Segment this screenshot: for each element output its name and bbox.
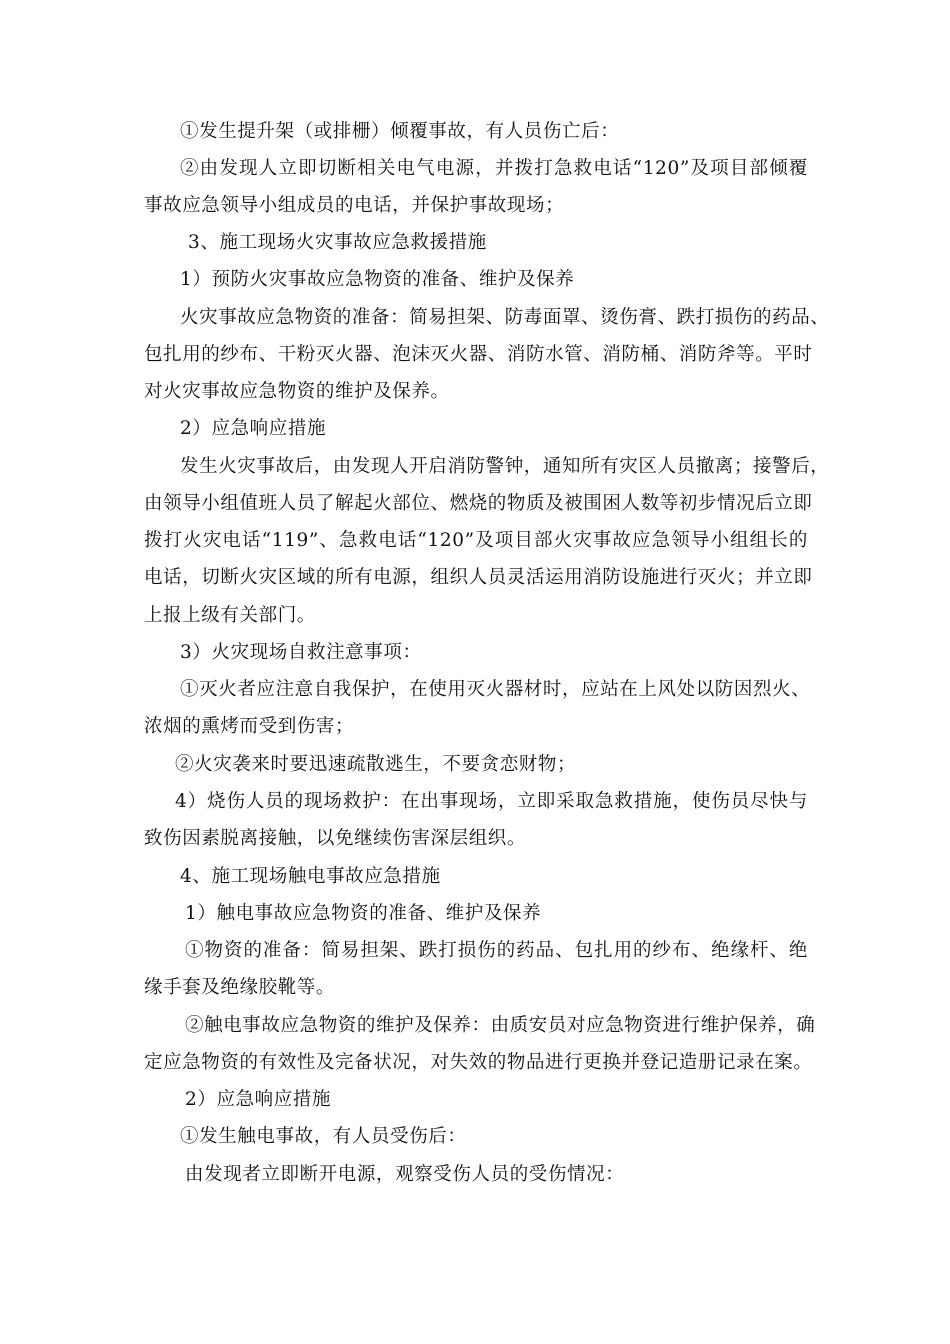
paragraph-line: 上报上级有关部门。 <box>144 605 316 626</box>
subsection-heading: 1）触电事故应急物资的准备、维护及保养 <box>185 903 542 924</box>
paragraph-line: ①灭火者应注意自我保护，在使用灭火器材时，应站在上风处以防因烈火、 <box>180 679 811 700</box>
paragraph-line: 定应急物资的有效性及完备状况，对失效的物品进行更换并登记造册记录在案。 <box>144 1052 813 1073</box>
paragraph-line: ②由发现人立即切断相关电气电源，并拨打急救电话“120”及项目部倾覆 <box>180 158 808 179</box>
paragraph-line: 拨打火灾电话“119”、急救电话“120”及项目部火灾事故应急领导小组组长的 <box>144 530 808 551</box>
section-heading: 4、施工现场触电事故应急措施 <box>180 866 441 887</box>
paragraph-line: 电话，切断火灾区域的所有电源，组织人员灵活运用消防设施进行灭火；并立即 <box>144 567 813 588</box>
paragraph-line: 致伤因素脱离接触，以免继续伤害深层组织。 <box>144 828 527 849</box>
paragraph-line: 包扎用的纱布、干粉灭火器、泡沫灭火器、消防水管、消防桶、消防斧等。平时 <box>144 344 813 365</box>
paragraph-line: ①发生提升架（或排栅）倾覆事故，有人员伤亡后： <box>180 121 620 142</box>
paragraph-line: 4）烧伤人员的现场救护：在出事现场，立即采取急救措施，使伤员尽快与 <box>175 791 808 812</box>
paragraph-line: ①发生触电事故，有人员受伤后： <box>180 1126 467 1147</box>
subsection-heading: 2）应急响应措施 <box>185 1089 332 1110</box>
paragraph-line: 缘手套及绝缘胶靴等。 <box>144 977 336 998</box>
paragraph-line: 事故应急领导小组成员的电话，并保护事故现场； <box>144 195 565 216</box>
paragraph-line: 对火灾事故应急物资的维护及保养。 <box>144 381 450 402</box>
paragraph-line: 发生火灾事故后，由发现人开启消防警钟，通知所有灾区人员撤离；接警后， <box>180 456 830 477</box>
paragraph-line: 由发现者立即断开电源，观察受伤人员的受伤情况： <box>185 1164 625 1185</box>
subsection-heading: 2）应急响应措施 <box>180 418 327 439</box>
subsection-heading: 1）预防火灾事故应急物资的准备、维护及保养 <box>180 269 575 290</box>
paragraph-line: ②火灾袭来时要迅速疏散逃生，不要贪恋财物； <box>175 754 577 775</box>
paragraph-line: 浓烟的熏烤而受到伤害； <box>144 716 355 737</box>
subsection-heading: 3）火灾现场自救注意事项： <box>180 642 422 663</box>
paragraph-line: 火灾事故应急物资的准备：简易担架、防毒面罩、烫伤膏、跌打损伤的药品、 <box>180 307 830 328</box>
section-heading: 3、施工现场火灾事故应急救援措施 <box>188 232 487 253</box>
paragraph-line: ②触电事故应急物资的维护及保养：由质安员对应急物资进行维护保养，确 <box>185 1015 816 1036</box>
paragraph-line: ①物资的准备：简易担架、跌打损伤的药品、包扎用的纱布、绝缘杆、绝 <box>185 940 808 961</box>
paragraph-line: 由领导小组值班人员了解起火部位、燃烧的物质及被围困人数等初步情况后立即 <box>144 493 813 514</box>
